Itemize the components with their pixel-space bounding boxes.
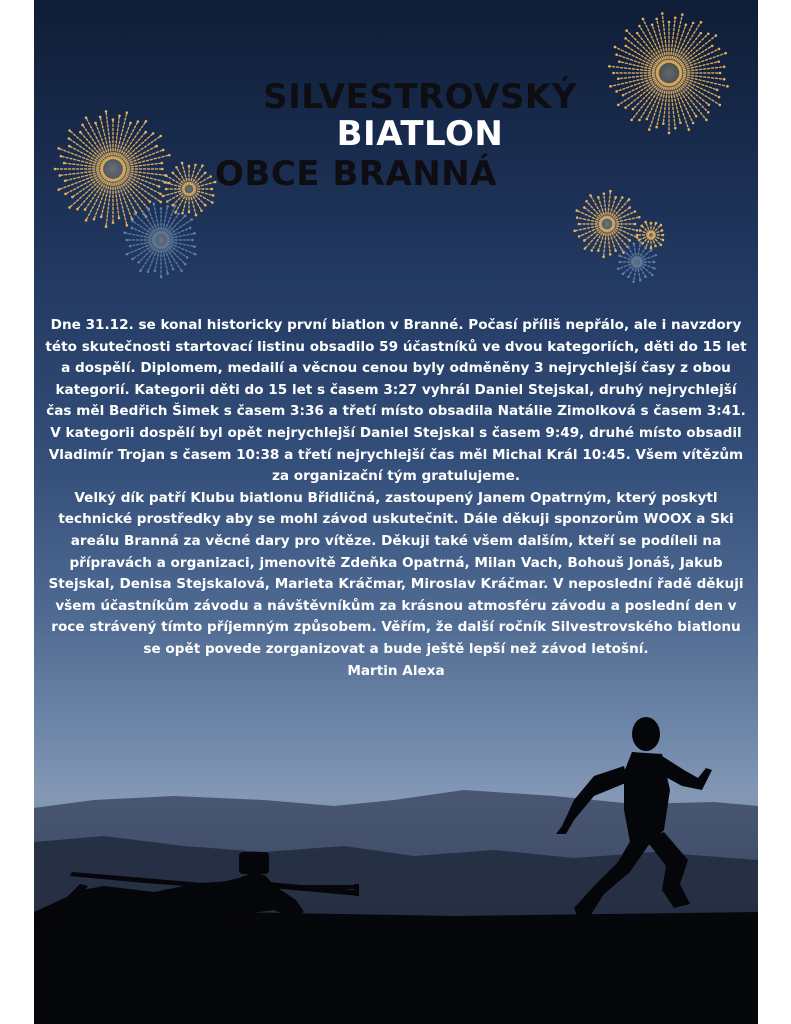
ground [34,912,758,1024]
article-author: Martin Alexa [347,662,445,679]
article-paragraph-2: Velký dík patří Klubu biatlonu Břidličná, zastoupený Janem Opatrným, který poskytl technické prostředky aby se mohl závod uskutečnit. Dále děkuji sponzorům WOOX a Ski areálu Branná za věcné dary pro vítěze. Děkuji také všem dalším, kteří se podíleli na přípravách a organizaci, jmenovitě Zdeňka Opatrná, Milan Vach, Bohouš Jonáš, Jakub Stejskal, Denisa Stejskalová, Marieta Kráčmar, Miroslav Kráčmar. V neposlední řadě děkuji všem účastníkům závodu a návštěvníkům za krásnou atmosféru závodu a poslední den v roce strávený tímto příjemným způsobem. Věřím, že další ročník Silvestrovského biatlonu se opět povede zorganizovat a bude ještě lepší než závod letošní. [48,489,744,657]
title-line-3: OBCE BRANNÁ [215,154,497,194]
title-line-1: SILVESTROVSKÝ [263,77,577,117]
firework-icon [573,190,640,258]
title-line-2: BIATLON [336,114,504,154]
article-body [44,315,748,682]
article-paragraph-1: Dne 31.12. se konal historicky první biatlon v Branné. Počasí příliš nepřálo, ale i navzdory této skutečnosti startovací listinu obsadilo 59 účastníků ve dvou kategoriích, děti do 15 let a dospělí. Diplomem, medailí a věcnou cenou byly odměněny 3 nejrychlejší časy z obou kategorií. Kategorii děti do 15 let s časem 3:27 vyhrál Daniel Stejskal, druhý nejrychlejší čas měl Bedřich Šimek s časem 3:36 a třetí místo obsadila Natálie Zimolková s časem 3:41. V kategorii dospělí byl opět nejrychlejší Daniel Stejskal s časem 9:49, druhé místo obsadil Vladimír Trojan s časem 10:38 a třetí nejrychlejší čas měl Michal Král 10:45. Všem vítězům za organizační tým gratulujeme. [45,317,747,485]
firework-icon [123,202,196,278]
poster [34,0,758,1024]
